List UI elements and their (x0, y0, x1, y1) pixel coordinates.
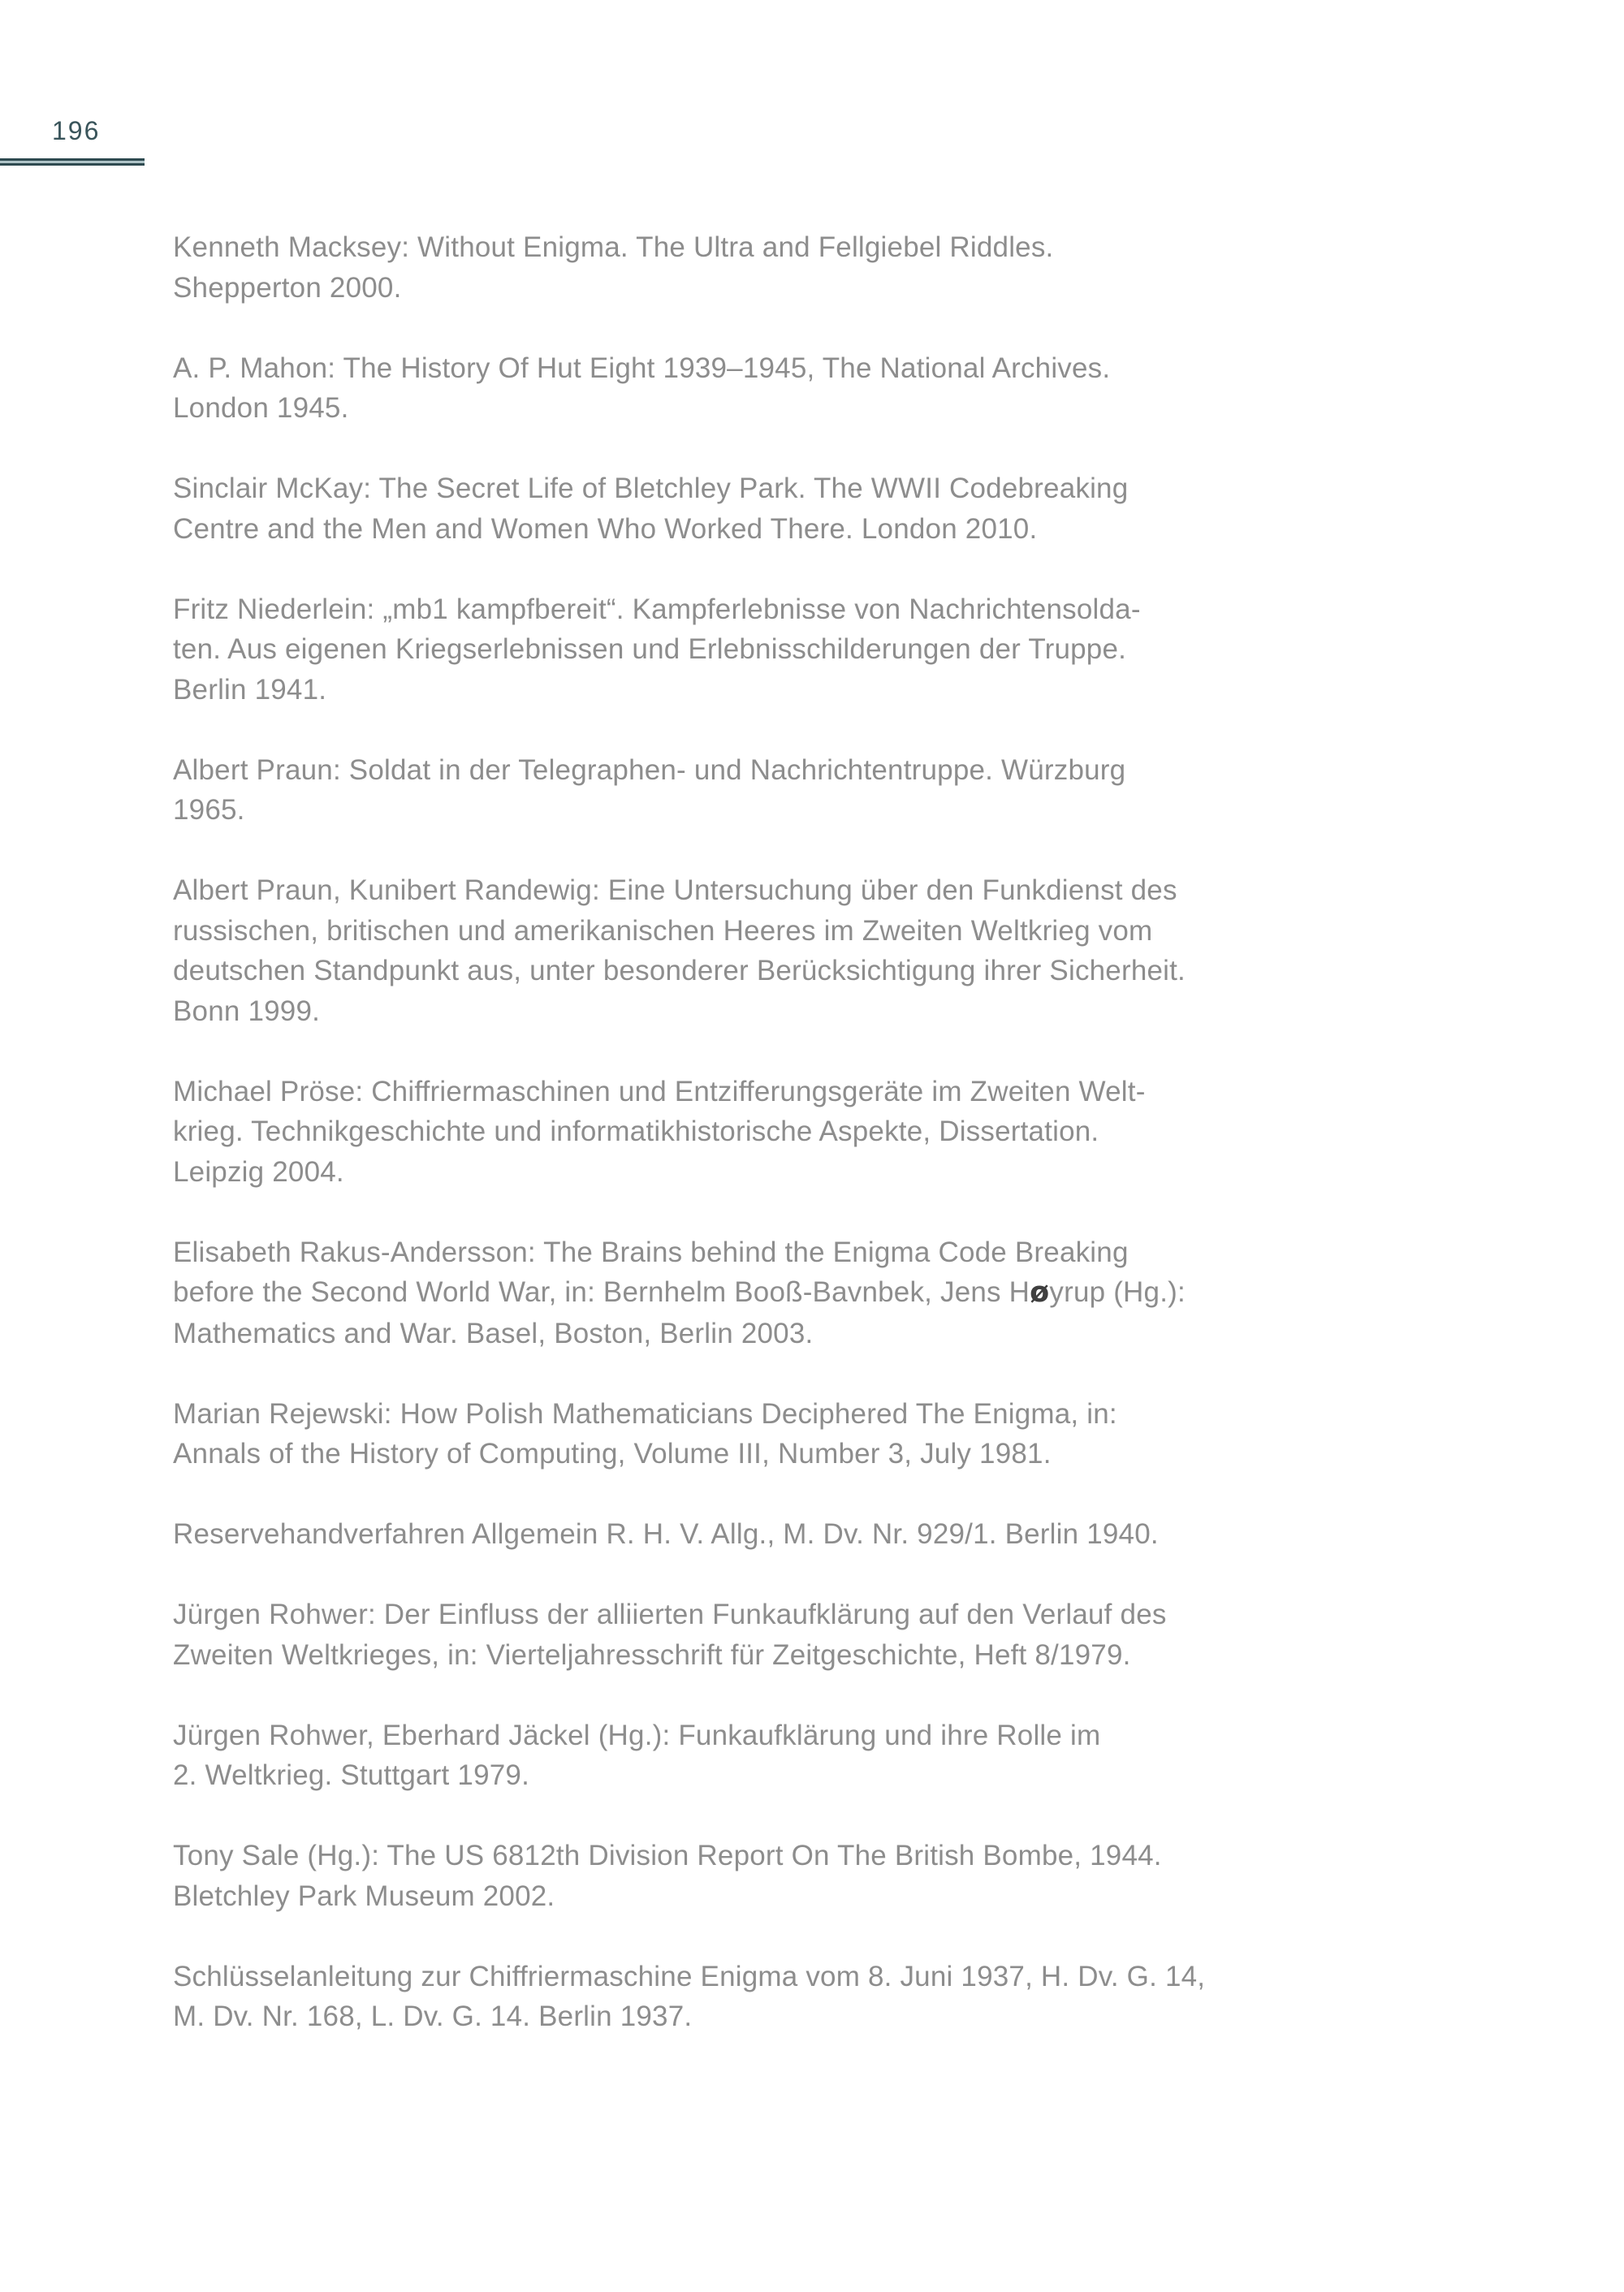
header-double-rule (0, 158, 145, 166)
page-number: 196 (52, 116, 101, 145)
bibliography-entry (173, 750, 1326, 831)
bibliography-entry (173, 468, 1326, 549)
entry-line: M. Dv. Nr. 168, L. Dv. G. 14. Berlin 1937. (173, 2001, 693, 2032)
entry-line: Kenneth Macksey: Without Enigma. The Ultra and Fellgiebel Riddles. (173, 231, 1054, 263)
entry-line: russischen, britischen und amerikanischen Heeres im Zweiten Weltkrieg vom (173, 914, 1153, 947)
entry-line: Shepperton 2000. (173, 271, 402, 304)
bibliography-entry (173, 1836, 1326, 1916)
entry-line: Albert Praun, Kunibert Randewig: Eine Untersuchung über den Funkdienst des (173, 874, 1177, 906)
bibliography-entry (173, 589, 1326, 710)
entry-line: before the Second World War, in: Bernhelm Booß-Bavnbek, Jens Høyrup (Hg.): (173, 1276, 1186, 1309)
entry-line: Sinclair McKay: The Secret Life of Bletchley Park. The WWII Codebreaking (173, 473, 1129, 504)
entry-line: Fritz Niederlein: „mb1 kampfbereit“. Kampferlebnisse von Nachrichtensolda- (173, 593, 1141, 625)
entry-line: Elisabeth Rakus-Andersson: The Brains behind the Enigma Code Breaking (173, 1236, 1129, 1268)
entry-line: Annals of the History of Computing, Volume III, Number 3, July 1981. (173, 1438, 1052, 1470)
entry-line: Albert Praun: Soldat in der Telegraphen- und Nachrichtentruppe. Würzburg (173, 753, 1126, 786)
entry-line: Michael Pröse: Chiffriermaschinen und Entzifferungsgeräte im Zweiten Welt- (173, 1075, 1146, 1107)
bibliography-entry (173, 1716, 1326, 1796)
bibliography-entry (173, 1072, 1326, 1193)
bibliography-entry (173, 1232, 1326, 1354)
entry-line: Centre and the Men and Women Who Worked There. London 2010. (173, 512, 1038, 545)
entry-line: deutschen Standpunkt aus, unter besonderer Berücksichtigung ihrer Sicherheit. (173, 955, 1186, 986)
entry-line: London 1945. (173, 392, 349, 424)
entry-line: Reservehandverfahren Allgemein R. H. V. Allg., M. Dv. Nr. 929/1. Berlin 1940. (173, 1518, 1159, 1550)
entry-line: Leipzig 2004. (173, 1155, 344, 1188)
entry-line: 2. Weltkrieg. Stuttgart 1979. (173, 1759, 529, 1791)
entry-line: Mathematics and War. Basel, Boston, Berlin 2003. (173, 1317, 814, 1349)
entry-line: Schlüsselanleitung zur Chiffriermaschine Enigma vom 8. Juni 1937, H. Dv. G. 14, (173, 1960, 1206, 1992)
oslash-fallback-glyph: ø (1030, 1276, 1050, 1309)
entry-line: Marian Rejewski: How Polish Mathematicians Deciphered The Enigma, in: (173, 1397, 1117, 1430)
bibliography-entry (173, 1394, 1326, 1474)
entry-line: A. P. Mahon: The History Of Hut Eight 1939–1945, The National Archives. (173, 352, 1111, 384)
bibliography (173, 227, 1326, 2037)
bibliography-entry (173, 227, 1326, 308)
entry-line: Bonn 1999. (173, 995, 321, 1027)
entry-line: Jürgen Rohwer, Eberhard Jäckel (Hg.): Funkaufklärung und ihre Rolle im (173, 1719, 1101, 1751)
entry-line: krieg. Technikgeschichte und informatikhistorische Aspekte, Dissertation. (173, 1116, 1099, 1147)
bibliography-entry (173, 1957, 1326, 2037)
entry-line: Bletchley Park Museum 2002. (173, 1880, 555, 1912)
bibliography-entry (173, 1595, 1326, 1675)
entry-line: Tony Sale (Hg.): The US 6812th Division Report On The British Bombe, 1944. (173, 1840, 1162, 1871)
bibliography-entry (173, 870, 1326, 1031)
entry-line: Zweiten Weltkrieges, in: Vierteljahresschrift für Zeitgeschichte, Heft 8/1979. (173, 1638, 1131, 1671)
entry-line: Jürgen Rohwer: Der Einfluss der alliierten Funkaufklärung auf den Verlauf des (173, 1599, 1167, 1630)
entry-line: 1965. (173, 794, 245, 826)
bibliography-entry (173, 348, 1326, 429)
bibliography-entry (173, 1514, 1326, 1555)
entry-line: ten. Aus eigenen Kriegserlebnissen und Erlebnisschilderungen der Truppe. (173, 633, 1127, 665)
entry-line: Berlin 1941. (173, 673, 327, 706)
